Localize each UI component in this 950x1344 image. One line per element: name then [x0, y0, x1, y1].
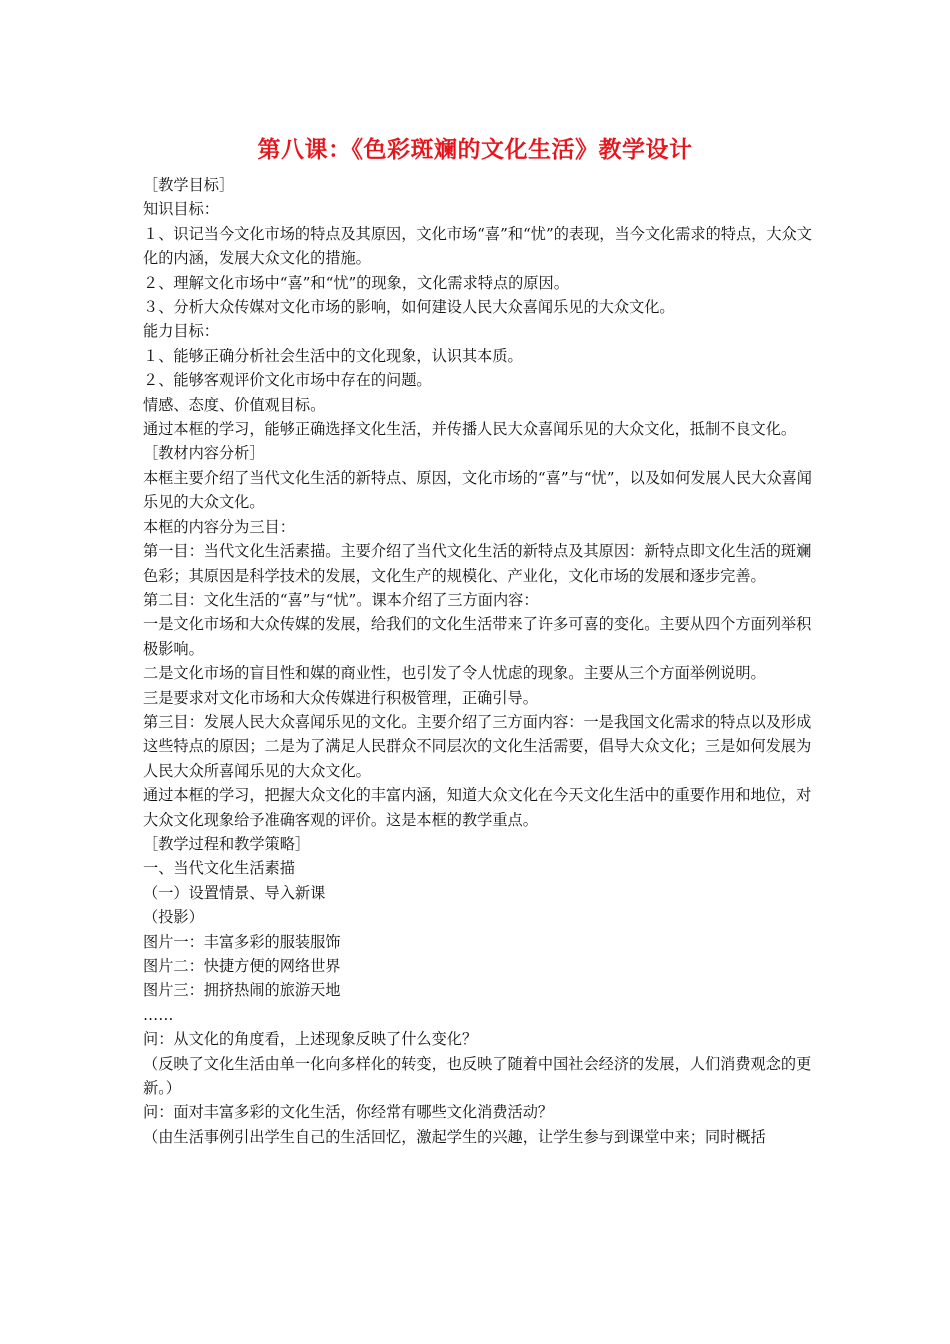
paragraph: 第一目：当代文化生活素描。主要介绍了当代文化生活的新特点及其原因：新特点即文化生活的斑斓色彩；其原因是科学技术的发展，文化生产的规模化、产业化，文化市场的发展和逐步完善。	[143, 542, 812, 585]
paragraph: 问：从文化的角度看，上述现象反映了什么变化？	[143, 1030, 478, 1049]
paragraph: 第三目：发展人民大众喜闻乐见的文化。主要介绍了三方面内容：一是我国文化需求的特点以及形成这些特点的原因；二是为了满足人民群众不同层次的文化生活需要，倡导大众文化；三是如何发展为人民大众所喜闻乐见的大众文化。	[143, 712, 812, 780]
paragraph: 知识目标：	[143, 200, 219, 219]
paragraph: （投影）	[143, 908, 204, 927]
paragraph: 第二目：文化生活的“喜”与“忧”。课本介绍了三方面内容：	[143, 590, 539, 609]
paragraph: ２、能够客观评价文化市场中存在的问题。	[143, 371, 432, 390]
paragraph: ……	[143, 1005, 174, 1024]
paragraph: （由生活事例引出学生自己的生活回忆，激起学生的兴趣，让学生参与到课堂中来；同时概括	[143, 1127, 766, 1146]
paragraph: 本框主要介绍了当代文化生活的新特点、原因，文化市场的“喜”与“忧”，以及如何发展人民大众喜闻乐见的大众文化。	[143, 468, 812, 512]
paragraph: 三是要求对文化市场和大众传媒进行积极管理，正确引导。	[143, 688, 538, 707]
document-body	[143, 173, 815, 1149]
document-title: 第八课：《色彩斑斓的文化生活》教学设计	[257, 136, 693, 163]
paragraph: 一、当代文化生活素描	[143, 859, 295, 878]
paragraph: 图片三：拥挤热闹的旅游天地	[143, 981, 341, 1000]
paragraph: 图片二：快捷方便的网络世界	[143, 957, 341, 975]
paragraph: １、识记当今文化市场的特点及其原因，文化市场“喜”和“忧”的表现，当今文化需求的特点，大众文化的内涵，发展大众文化的措施。	[143, 224, 812, 268]
paragraph: １、能够正确分析社会生活中的文化现象，认识其本质。	[143, 346, 523, 365]
paragraph: ３、分析大众传媒对文化市场的影响，如何建设人民大众喜闻乐见的大众文化。	[143, 298, 675, 317]
paragraph: ［教材内容分析］	[143, 444, 265, 463]
paragraph: 一是文化市场和大众传媒的发展，给我们的文化生活带来了许多可喜的变化。主要从四个方面列举积极影响。	[143, 615, 812, 658]
paragraph: （一）设置情景、导入新课	[143, 883, 326, 902]
paragraph: （反映了文化生活由单一化向多样化的转变，也反映了随着中国社会经济的发展，人们消费观念的更新。）	[143, 1054, 812, 1098]
paragraph: ［教学过程和教学策略］	[143, 834, 311, 853]
paragraph: 本框的内容分为三目：	[143, 517, 295, 536]
paragraph: 通过本框的学习，把握大众文化的丰富内涵，知道大众文化在今天文化生活中的重要作用和地位，对大众文化现象给予准确客观的评价。这是本框的教学重点。	[143, 786, 812, 829]
paragraph: 情感、态度、价值观目标。	[143, 395, 326, 414]
paragraph: ［教学目标］	[143, 176, 235, 194]
paragraph: 通过本框的学习，能够正确选择文化生活，并传播人民大众喜闻乐见的大众文化，抵制不良文化。	[143, 420, 797, 439]
paragraph: 问：面对丰富多彩的文化生活，你经常有哪些文化消费活动？	[143, 1103, 554, 1122]
paragraph: 图片一：丰富多彩的服装服饰	[143, 932, 341, 951]
paragraph: 能力目标：	[143, 322, 219, 341]
paragraph: 二是文化市场的盲目性和媒的商业性，也引发了令人忧虑的现象。主要从三个方面举例说明。	[143, 664, 766, 683]
paragraph: ２、理解文化市场中“喜”和“忧”的现象，文化需求特点的原因。	[143, 273, 569, 292]
